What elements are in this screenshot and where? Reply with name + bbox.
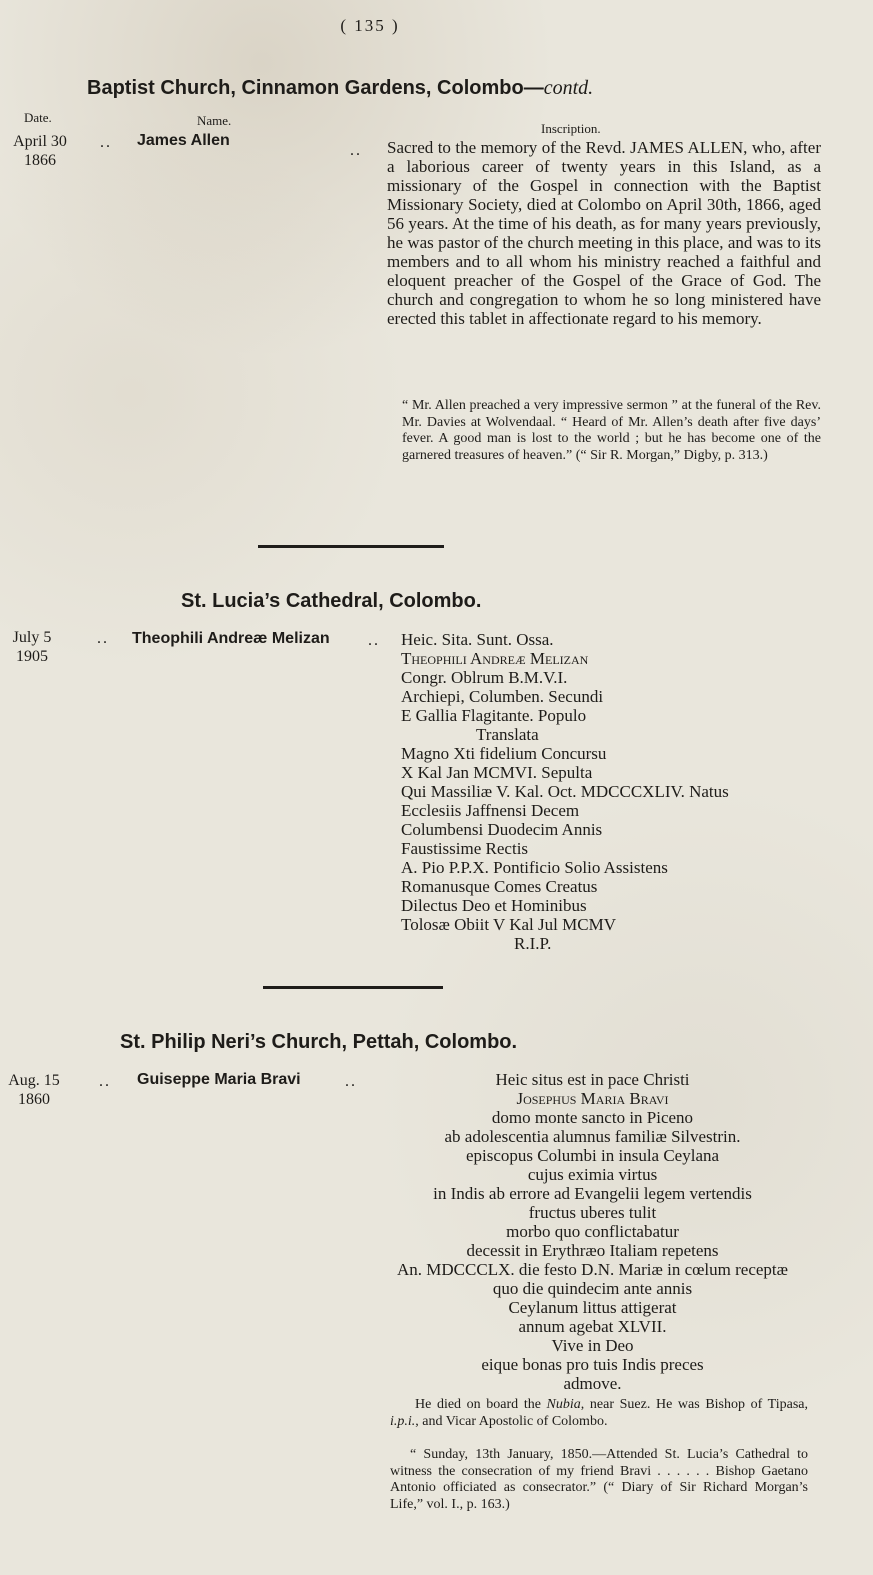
inscription-line: Qui Massiliæ V. Kal. Oct. MDCCCXLIV. Natus <box>401 782 729 801</box>
entry-date <box>0 1071 74 1109</box>
inscription-line: Tolosæ Obiit V Kal Jul MCMV <box>401 915 616 934</box>
note-text: He died on board the <box>415 1397 547 1412</box>
inscription-line: Heic situs est in pace Christi <box>495 1070 690 1089</box>
leader-dots: .. <box>350 142 362 159</box>
leader-dots: .. <box>368 632 380 649</box>
inscription-line: domo monte sancto in Piceno <box>491 1108 694 1127</box>
inscription-line: Theophili Andreæ Melizan <box>401 649 589 668</box>
date-day: April 30 <box>13 133 67 150</box>
ship-name: Nubia <box>546 1397 581 1412</box>
inscription-line: Josephus Maria Bravi <box>516 1089 669 1108</box>
date-day: July 5 <box>12 629 52 646</box>
entry-name: Guiseppe Maria Bravi <box>137 1071 301 1088</box>
inscription-line: fructus uberes tulit <box>528 1203 657 1222</box>
inscription-line: eique bonas pro tuis Indis preces <box>481 1355 704 1374</box>
inscription-line: Translata <box>476 725 539 744</box>
inscription-line: in Indis ab errore ad Evangelii legem vertendis <box>433 1184 752 1203</box>
inscription-line: Faustissime Rectis <box>401 839 529 858</box>
date-year: 1905 <box>16 648 48 665</box>
page-number: ( 135 ) <box>340 16 400 35</box>
column-header-name: Name. <box>197 113 232 128</box>
inscription-line: ab adolescentia alumnus familiæ Silvestrin. <box>444 1127 741 1146</box>
section-heading-st-lucia: St. Lucia’s Cathedral, Colombo. <box>181 590 482 612</box>
inscription-line: cujus eximia virtus <box>527 1165 658 1184</box>
ipi-abbrev: i.p.i. <box>390 1413 416 1429</box>
heading-suffix: contd. <box>543 77 594 99</box>
inscription-note: “ Mr. Allen preached a very impressive sermon ” at the funeral of the Rev. Mr. Davies at Wolvendaal. “ Heard of Mr. Allen’s death after five days’ fever. A good man is lost to the world ; but he has become one of the garnered treasures of heaven.” (“ Sir R. Morgan,” Digby, p. 313.) <box>402 398 821 463</box>
inscription-line: Archiepi, Columben. Secundi <box>401 687 604 706</box>
heading-text: Baptist Church, Cinnamon Gardens, Colombo— <box>87 77 544 99</box>
leader-dots: .. <box>100 134 112 151</box>
entry-date <box>0 132 80 170</box>
inscription-line: An. MDCCCLX. die festo D.N. Mariæ in cœlum receptæ <box>397 1260 788 1279</box>
leader-dots: .. <box>345 1073 357 1090</box>
inscription-line: Romanusque Comes Creatus <box>401 877 598 896</box>
latin-inscription <box>355 1070 830 1393</box>
inscription-line: Vive in Deo <box>551 1336 634 1355</box>
section-divider <box>263 986 443 989</box>
date-day: Aug. 15 <box>8 1072 60 1089</box>
inscription-line: R.I.P. <box>514 934 552 953</box>
column-header-date: Date. <box>24 110 52 125</box>
date-year: 1860 <box>18 1091 50 1108</box>
inscription-note <box>390 1397 808 1430</box>
inscription-line: Ecclesiis Jaffnensi Decem <box>401 801 580 820</box>
section-heading-st-philip-neri: St. Philip Neri’s Church, Pettah, Colombo. <box>120 1031 518 1053</box>
inscription-line: E Gallia Flagitante. Populo <box>401 706 587 725</box>
section-divider <box>258 545 444 548</box>
inscription-line: Congr. Oblrum B.M.V.I. <box>401 668 568 687</box>
inscription-line: Dilectus Deo et Hominibus <box>401 896 587 915</box>
diary-quote: “ Sunday, 13th January, 1850.—Attended St. Lucia’s Cathedral to witness the consecration of my friend Bravi . . . . . . Bishop Gaetano Antonio officiated as consecrator.” (“ Diary of Sir Richard Morgan’s Life,” vol. I., p. 163.) <box>390 1447 808 1512</box>
entry-name: James Allen <box>137 132 230 149</box>
inscription-line: X Kal Jan MCMVI. Sepulta <box>401 763 593 782</box>
column-header-inscription: Inscription. <box>541 121 601 136</box>
inscription-line: annum agebat XLVII. <box>518 1317 667 1336</box>
leader-dots: .. <box>99 1073 111 1090</box>
inscription-line: Columbensi Duodecim Annis <box>401 820 603 839</box>
inscription-line: Ceylanum littus attigerat <box>508 1298 677 1317</box>
date-year: 1866 <box>24 152 56 169</box>
entry-date <box>0 628 72 666</box>
inscription-line: Magno Xti fidelium Concursu <box>401 744 607 763</box>
inscription-line: episcopus Columbi in insula Ceylana <box>465 1146 720 1165</box>
note-text: , and Vicar Apostolic of Colombo. <box>415 1413 608 1429</box>
inscription-line: Heic. Sita. Sunt. Ossa. <box>401 630 554 649</box>
entry-name: Theophili Andreæ Melizan <box>132 630 330 647</box>
latin-inscription <box>401 630 831 953</box>
inscription-line: quo die quindecim ante annis <box>492 1279 693 1298</box>
inscription-text: Sacred to the memory of the Revd. JAMES ALLEN, who, after a laborious career of twenty years in this Island, as a missionary of the Gospel in connection with the Baptist Missionary Society, died at Colombo on April 30th, 1866, aged 56 years. At the time of his death, as for many years previously, he was pastor of the church meeting in this place, and was to its members and to all whom his ministry reached a faithful and eloquent preacher of the Gospel of the Grace of God. The church and congregation to whom he so long ministered have erected this tablet in affectionate regard to his memory. <box>387 138 821 328</box>
inscription-line: decessit in Erythræo Italiam repetens <box>466 1241 719 1260</box>
leader-dots: .. <box>97 630 109 647</box>
inscription-line: morbo quo conflictabatur <box>506 1222 679 1241</box>
section-heading-baptist <box>87 77 593 100</box>
note-text: , near Suez. He was Bishop of Tipasa, <box>580 1397 808 1412</box>
inscription-line: admove. <box>563 1374 622 1393</box>
inscription-line: A. Pio P.P.X. Pontificio Solio Assistens <box>401 858 668 877</box>
